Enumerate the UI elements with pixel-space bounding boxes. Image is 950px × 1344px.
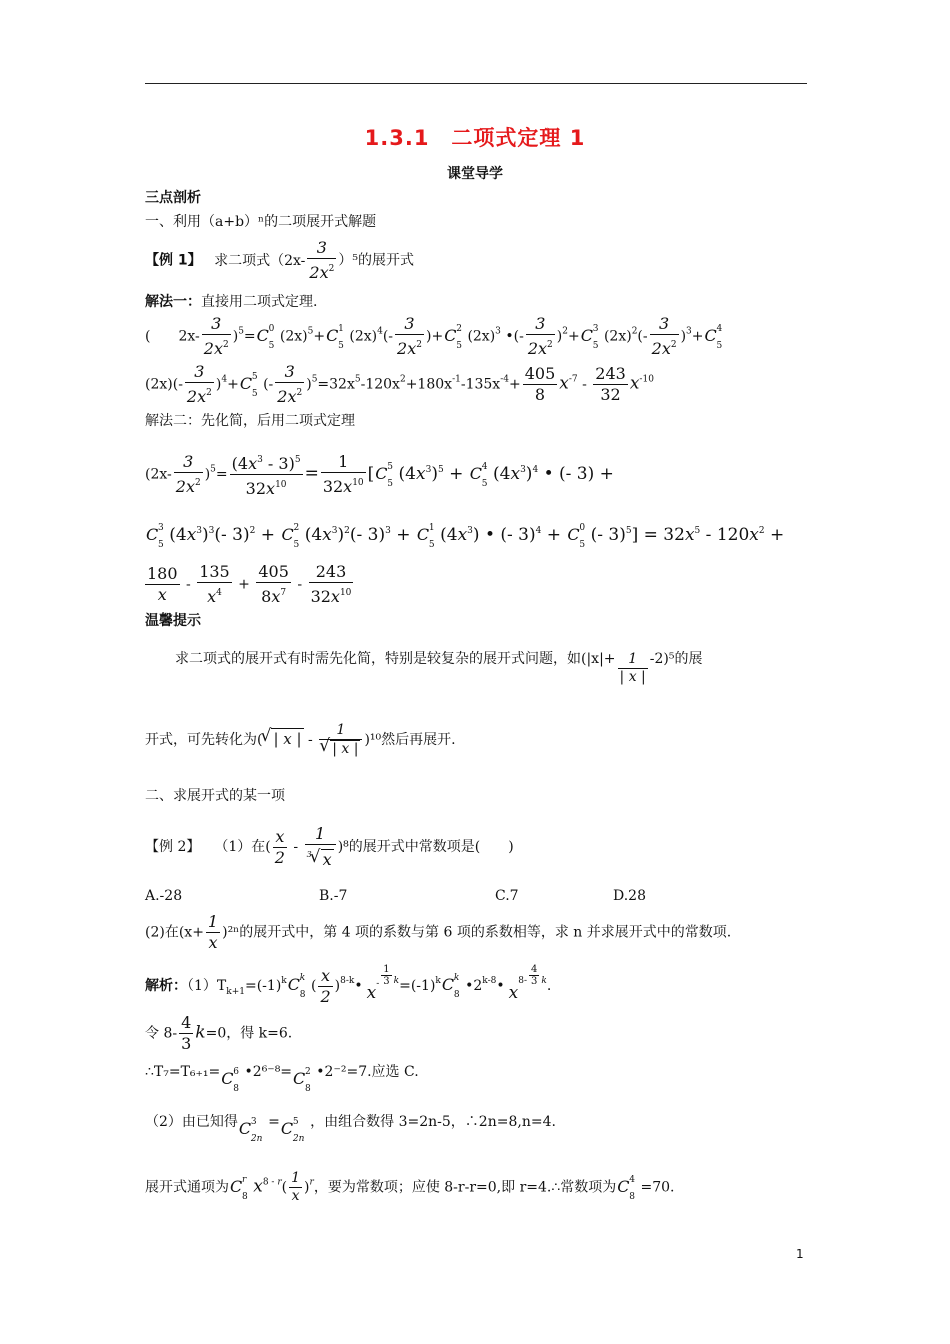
- option-b: B.-7: [319, 888, 348, 904]
- formula-simplified-3: $\frac{180}{x}$ - $\frac{135}{x^4}$ + $\frac{405}{8x^7}$ - $\frac{243}{32x^{10}}$: [147, 562, 352, 606]
- topic-2: 二、求展开式的某一项: [145, 788, 285, 804]
- solution-line-1: 解析：$(1)T_{k+1}=(-1)^kC$ k 8 ( $\frac{x}{2}$ )$^{8-k}$• x- $\frac{1}{3}$ $^k=(-1)^kC$ k 8 •2$^{k-8}$• $x^{8-}$ $\frac{4}{3}$ $^k$.: [145, 964, 552, 1006]
- fraction: $\frac{3}{2x^2}$: [309, 238, 335, 282]
- method-1-heading: 解法一：直接用二项式定理.: [145, 294, 318, 310]
- topic-1: 一、利用（a+b）ⁿ的二项展开式解题: [145, 214, 377, 230]
- option-a: A.-28: [145, 888, 183, 904]
- option-d: D.28: [613, 888, 646, 904]
- page-number: 1: [796, 1247, 804, 1261]
- example-2: 【例 2】 （1）在( $\frac{x}{2}$ - $\frac{1}{^3√ x}$ )⁸的展开式中常数项是( ): [145, 824, 514, 870]
- solution-line-4: （2）由已知得C 3 2n =C 5 2n ，由组合数得 3=2n-5，∴2n=8,n=4.: [145, 1114, 556, 1144]
- formula-simplified-1: (2x- $\frac{3}{2x^2}$ )$^5$= $\frac{(4x^3 - 3)^5}{32x^{10}}$ = $\frac{1}{32x^{10}}$ [C 5 5 $(4x^3)^5 + C$ 4 5 $(4x^3)^4$ • (- 3) +: [145, 452, 614, 498]
- page-title: 1.3.1 二项式定理 1: [364, 126, 586, 150]
- solution-line-2: 令 8- $\frac{4}{3}$ k=0，得 k=6.: [145, 1013, 293, 1053]
- option-c: C.7: [495, 888, 519, 904]
- answer-options: [145, 886, 646, 906]
- header-rule: [145, 83, 807, 84]
- formula-expansion-1: ( 2x- $\frac{3}{2x^2}$ )$^5$=C 0 5 $(2x)^5+C$ 1 5 $(2x)^4(-$ $\frac{3}{2x^2}$ )+C 2 5 $(2x)^3$ •(- $\frac{3}{2x^2}$ )$^2$+C 3 5 $(2x)^2(-$ $\frac{3}{2x^2}$ )$^3$+C 4 5: [145, 314, 723, 358]
- page-subtitle: 课堂导学: [447, 166, 503, 182]
- example-1: 【例 1】 求二项式（2x- $\frac{3}{2x^2}$ ）⁵的展开式: [145, 238, 414, 282]
- solution-line-3: ∴T₇=T₆₊₁=C 6 8 •2⁶⁻⁸=C 2 8 •2⁻²=7.应选 C.: [145, 1064, 419, 1094]
- question-2: (2)在(x+ $\frac{1}{x}$ )²ⁿ的展开式中，第 4 项的系数与第 6 项的系数相等，求 n 并求展开式中的常数项.: [145, 912, 732, 952]
- formula-simplified-2: C 3 5 $(4x^3)^3(-$ 3)$^2$ + C 2 5 $(4x^3)^2(-$ 3)$^3$ + C 1 5 $(4x^3)$ • (- 3)$^4$ + C 0 5 (- $3)^5] = 32x^5 - 120x^2$ +: [146, 523, 785, 550]
- formula-expansion-2: (2x)(- $\frac{3}{2x^2}$ )$^4$+C 5 5 (- $\frac{3}{2x^2}$ )$^5=32x^5-120x^2+180x^{-1}-135x^{-4}+$ $\frac{405}{8}$ $x^{-7}$ - $\frac{243}{32}$ $x^{-10}$: [145, 362, 654, 406]
- tip-text-2: 开式，可先转化为(√ | x | - 1 √ | x | )¹⁰然后再展开.: [145, 722, 456, 758]
- tip-text-1: 求二项式的展开式有时需先化简，特别是较复杂的展开式问题，如(|x|+ $\frac{1}{| x |}$ -2)⁵的展: [175, 651, 703, 685]
- tip-heading: 温馨提示: [145, 613, 201, 629]
- section-heading: 三点剖析: [145, 190, 201, 206]
- method-2-heading: 解法二：先化简，后用二项式定理: [145, 413, 355, 429]
- solution-line-5: 展开式通项为C r 8 $x^{8 - r}$( $\frac{1}{x}$ )$^r$，要为常数项；应使 8-r-r=0,即 r=4.∴常数项为C 4 8 =70.: [145, 1170, 675, 1204]
